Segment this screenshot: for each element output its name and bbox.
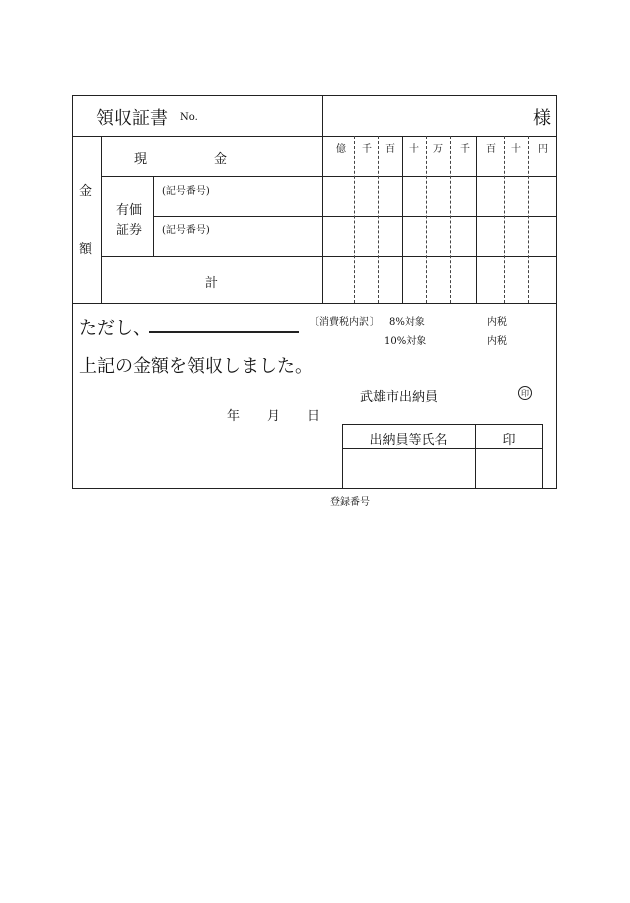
securities-bottom-line (101, 256, 557, 257)
securities-mid-line (153, 216, 557, 217)
digit-divider (426, 136, 427, 303)
cash-row-bottom (101, 176, 557, 177)
tax-breakdown-label: 消費税内訳 (319, 317, 369, 328)
serial-number-label-1: (記号番号) (162, 186, 210, 197)
digit-divider (476, 136, 477, 303)
tax-rate-10: 10%対象 (384, 336, 427, 347)
side-label-gaku: 額 (79, 242, 93, 257)
purpose-underline (149, 331, 299, 333)
receipt-title: 領収証書 (96, 108, 168, 129)
date-day: 日 (307, 409, 321, 424)
date-year: 年 (227, 409, 241, 424)
tax-included-8: 内税 (487, 317, 507, 328)
digit-header-juu: 十 (409, 144, 419, 155)
name-signature-field[interactable] (343, 449, 474, 488)
digit-divider (504, 136, 505, 303)
digit-header-hyaku: 百 (486, 144, 496, 155)
honorific-sama: 様 (533, 108, 551, 129)
digit-divider (402, 136, 403, 303)
header-bottom-line (72, 136, 557, 137)
tax-bracket-close: 〕 (370, 317, 380, 328)
securities-label-2: 証券 (116, 223, 143, 238)
total-label: 計 (205, 276, 219, 291)
side-column-line (101, 136, 102, 303)
digit-header-hyaku: 百 (385, 144, 395, 155)
name-column-header: 出納員等氏名 (369, 433, 448, 448)
digit-divider (378, 136, 379, 303)
digit-divider (450, 136, 451, 303)
seal-column-header: 印 (502, 433, 516, 448)
tax-rate-8: 8%対象 (389, 317, 425, 328)
received-statement: 上記の金額を領収しました。 (79, 356, 313, 377)
digit-header-en: 円 (538, 144, 548, 155)
digit-header-man: 万 (433, 144, 443, 155)
digit-divider (528, 136, 529, 303)
date-month: 月 (267, 409, 281, 424)
side-label-kin: 金 (79, 184, 93, 199)
receipt-number-label: No. (180, 112, 198, 123)
registration-number-label: 登録番号 (330, 497, 370, 508)
header-divider (322, 95, 323, 303)
cash-label-gen: 現 (134, 152, 148, 167)
securities-label-1: 有価 (116, 203, 143, 218)
digit-header-sen: 千 (460, 144, 470, 155)
seal-mark-icon: 印 (518, 386, 532, 400)
digit-header-sen: 千 (362, 144, 372, 155)
tadashi-label: ただし、 (79, 318, 151, 339)
seal-signature-field[interactable] (476, 449, 542, 488)
tax-bracket-open: 〔 (309, 317, 319, 328)
cash-label-kin: 金 (214, 152, 228, 167)
serial-number-label-2: (記号番号) (162, 225, 210, 236)
tax-included-10: 内税 (487, 336, 507, 347)
digit-divider (354, 136, 355, 303)
amount-section-bottom (72, 303, 557, 304)
digit-header-oku: 億 (336, 144, 346, 155)
issuer-name: 武雄市出納員 (360, 390, 439, 405)
digit-header-juu: 十 (511, 144, 521, 155)
